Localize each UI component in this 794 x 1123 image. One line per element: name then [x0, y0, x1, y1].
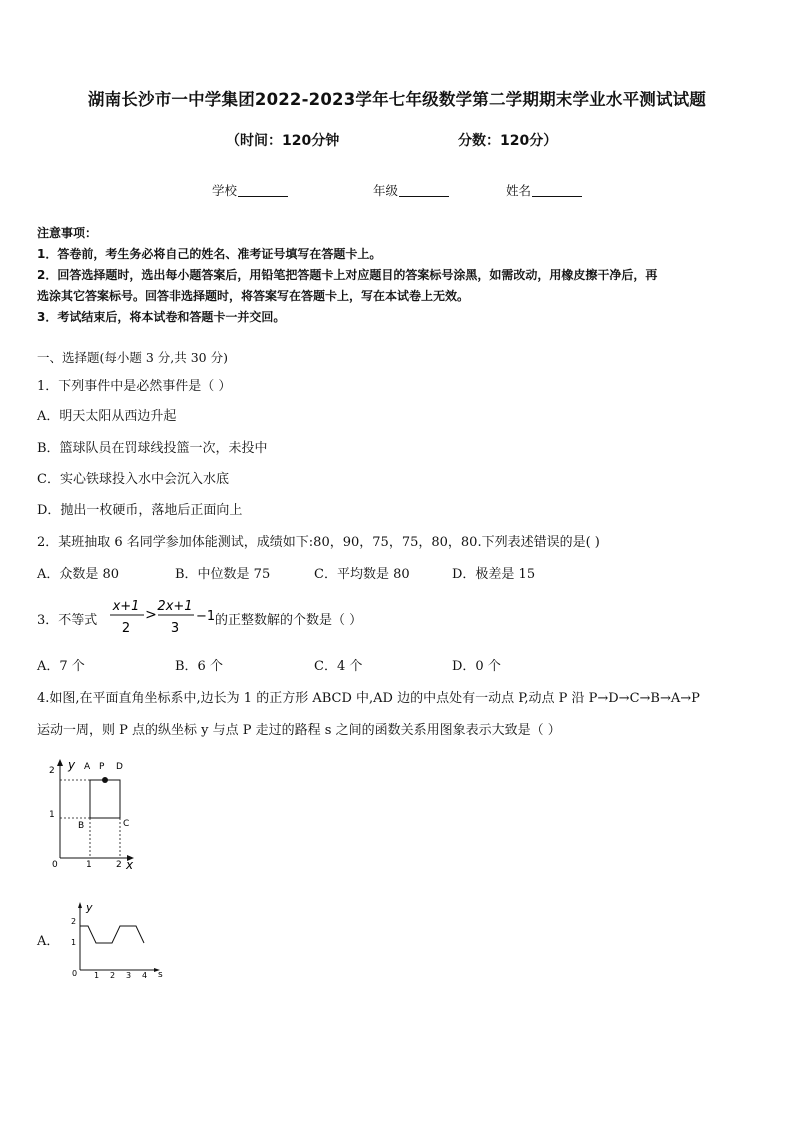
fig-xtick-2: 2: [116, 860, 122, 870]
q3-option-c[interactable]: C．4 个: [314, 659, 363, 674]
page-title: 湖南长沙市一中学集团2022-2023学年七年级数学第二学期期末学业水平测试试题: [87, 90, 707, 109]
fig-xtick-1: 1: [86, 860, 92, 870]
q3-prefix: 3．不等式: [37, 613, 98, 628]
opt-origin: 0: [72, 969, 78, 978]
opt-y-arrow: [78, 902, 82, 908]
opt-y-label: y: [86, 901, 93, 914]
fig-x-label: x: [126, 858, 134, 872]
q4-line1: 4.如图,在平面直角坐标系中,边长为 1 的正方形 ABCD 中,AD 边的中点处有一动点 P,动点 P 沿 P→D→C→B→A→P: [37, 691, 700, 706]
grade-blank[interactable]: [399, 184, 449, 197]
fig-label-a: A: [84, 762, 91, 772]
grade-label: 年级: [373, 183, 399, 198]
opt-xtick-3: 3: [126, 971, 132, 980]
frac1-numerator: x+1: [112, 599, 140, 614]
frac1-denominator: 2: [121, 621, 131, 636]
q3-inequality: [104, 594, 224, 640]
q1-option-b[interactable]: B．篮球队员在罚球线投篮一次，未投中: [37, 441, 268, 456]
name-label: 姓名: [506, 183, 532, 198]
fig-ytick-1: 1: [49, 810, 55, 820]
notes-heading: 注意事项：: [37, 226, 98, 240]
note-item: 1．答卷前，考生务必将自己的姓名、准考证号填写在答题卡上。: [37, 247, 382, 261]
opt-xtick-4: 4: [142, 971, 148, 980]
square-abcd: [90, 780, 120, 818]
q3-suffix: 的正整数解的个数是（ ）: [215, 613, 363, 628]
gt-sign: >: [145, 607, 157, 623]
note-item: 2．回答选择题时，选出每小题答案后，用铅笔把答题卡上对应题目的答案标号涂黑，如需改动，用橡皮擦干净后，再: [37, 268, 658, 282]
q4-option-a-label[interactable]: A．: [37, 934, 60, 949]
fig-label-b: B: [78, 821, 85, 831]
q3-option-b[interactable]: B．6 个: [175, 659, 223, 674]
opt-ytick-1: 1: [71, 938, 77, 947]
fig-ytick-2: 2: [49, 766, 55, 776]
point-p: [102, 777, 108, 783]
fig-y-label: y: [68, 758, 76, 772]
minus-one: −1: [196, 609, 216, 624]
q3-option-d[interactable]: D．0 个: [452, 659, 501, 674]
q1-option-d[interactable]: D．抛出一枚硬币，落地后正面向上: [37, 503, 243, 518]
school-label: 学校: [212, 183, 238, 198]
fig-label-d: D: [116, 762, 123, 772]
school-blank[interactable]: [238, 184, 288, 197]
q4-option-a-graph[interactable]: [66, 898, 170, 982]
fig-label-c: C: [123, 819, 130, 829]
note-item: 3．考试结束后，将本试卷和答题卡一并交回。: [37, 310, 286, 324]
q4-figure: [40, 756, 140, 872]
opt-xtick-1: 1: [94, 971, 100, 980]
exam-score: 分数：120分）: [458, 133, 558, 149]
fig-origin: 0: [52, 860, 58, 870]
q2-option-d[interactable]: D．极差是 15: [452, 567, 536, 582]
q2-option-c[interactable]: C．平均数是 80: [314, 567, 410, 582]
exam-time: （时间：120分钟: [226, 133, 340, 149]
school-field[interactable]: [212, 181, 288, 199]
q4-line2: 运动一周，则 P 点的纵坐标 y 与点 P 走过的路程 s 之间的函数关系用图象表示大致是（ ）: [37, 723, 561, 738]
q2-option-a[interactable]: A．众数是 80: [37, 567, 120, 582]
q2-stem: 2．某班抽取 6 名同学参加体能测试，成绩如下:80，90，75，75，80，80.下列表述错误的是( ): [37, 535, 600, 550]
opt-s-label: s: [158, 970, 163, 980]
grade-field[interactable]: [373, 181, 449, 199]
opt-xtick-2: 2: [110, 971, 116, 980]
q3-option-a[interactable]: A．7 个: [37, 659, 85, 674]
name-blank[interactable]: [532, 184, 582, 197]
q1-option-c[interactable]: C．实心铁球投入水中会沉入水底: [37, 472, 229, 487]
fig-label-p: P: [99, 762, 105, 772]
name-field[interactable]: [506, 181, 582, 199]
q1-stem: 1．下列事件中是必然事件是（ ）: [37, 379, 232, 394]
note-item: 选涂其它答案标号。回答非选择题时，将答案写在答题卡上，写在本试卷上无效。: [37, 289, 470, 303]
section-heading: 一、选择题(每小题 3 分,共 30 分): [37, 350, 228, 365]
q1-option-a[interactable]: A．明天太阳从西边升起: [37, 409, 177, 424]
frac2-numerator: 2x+1: [157, 599, 193, 614]
opt-ytick-2: 2: [71, 917, 77, 926]
q2-option-b[interactable]: B．中位数是 75: [175, 567, 271, 582]
y-axis-arrow: [57, 759, 63, 766]
frac2-denominator: 3: [170, 621, 180, 636]
opt-a-curve: [80, 926, 144, 943]
